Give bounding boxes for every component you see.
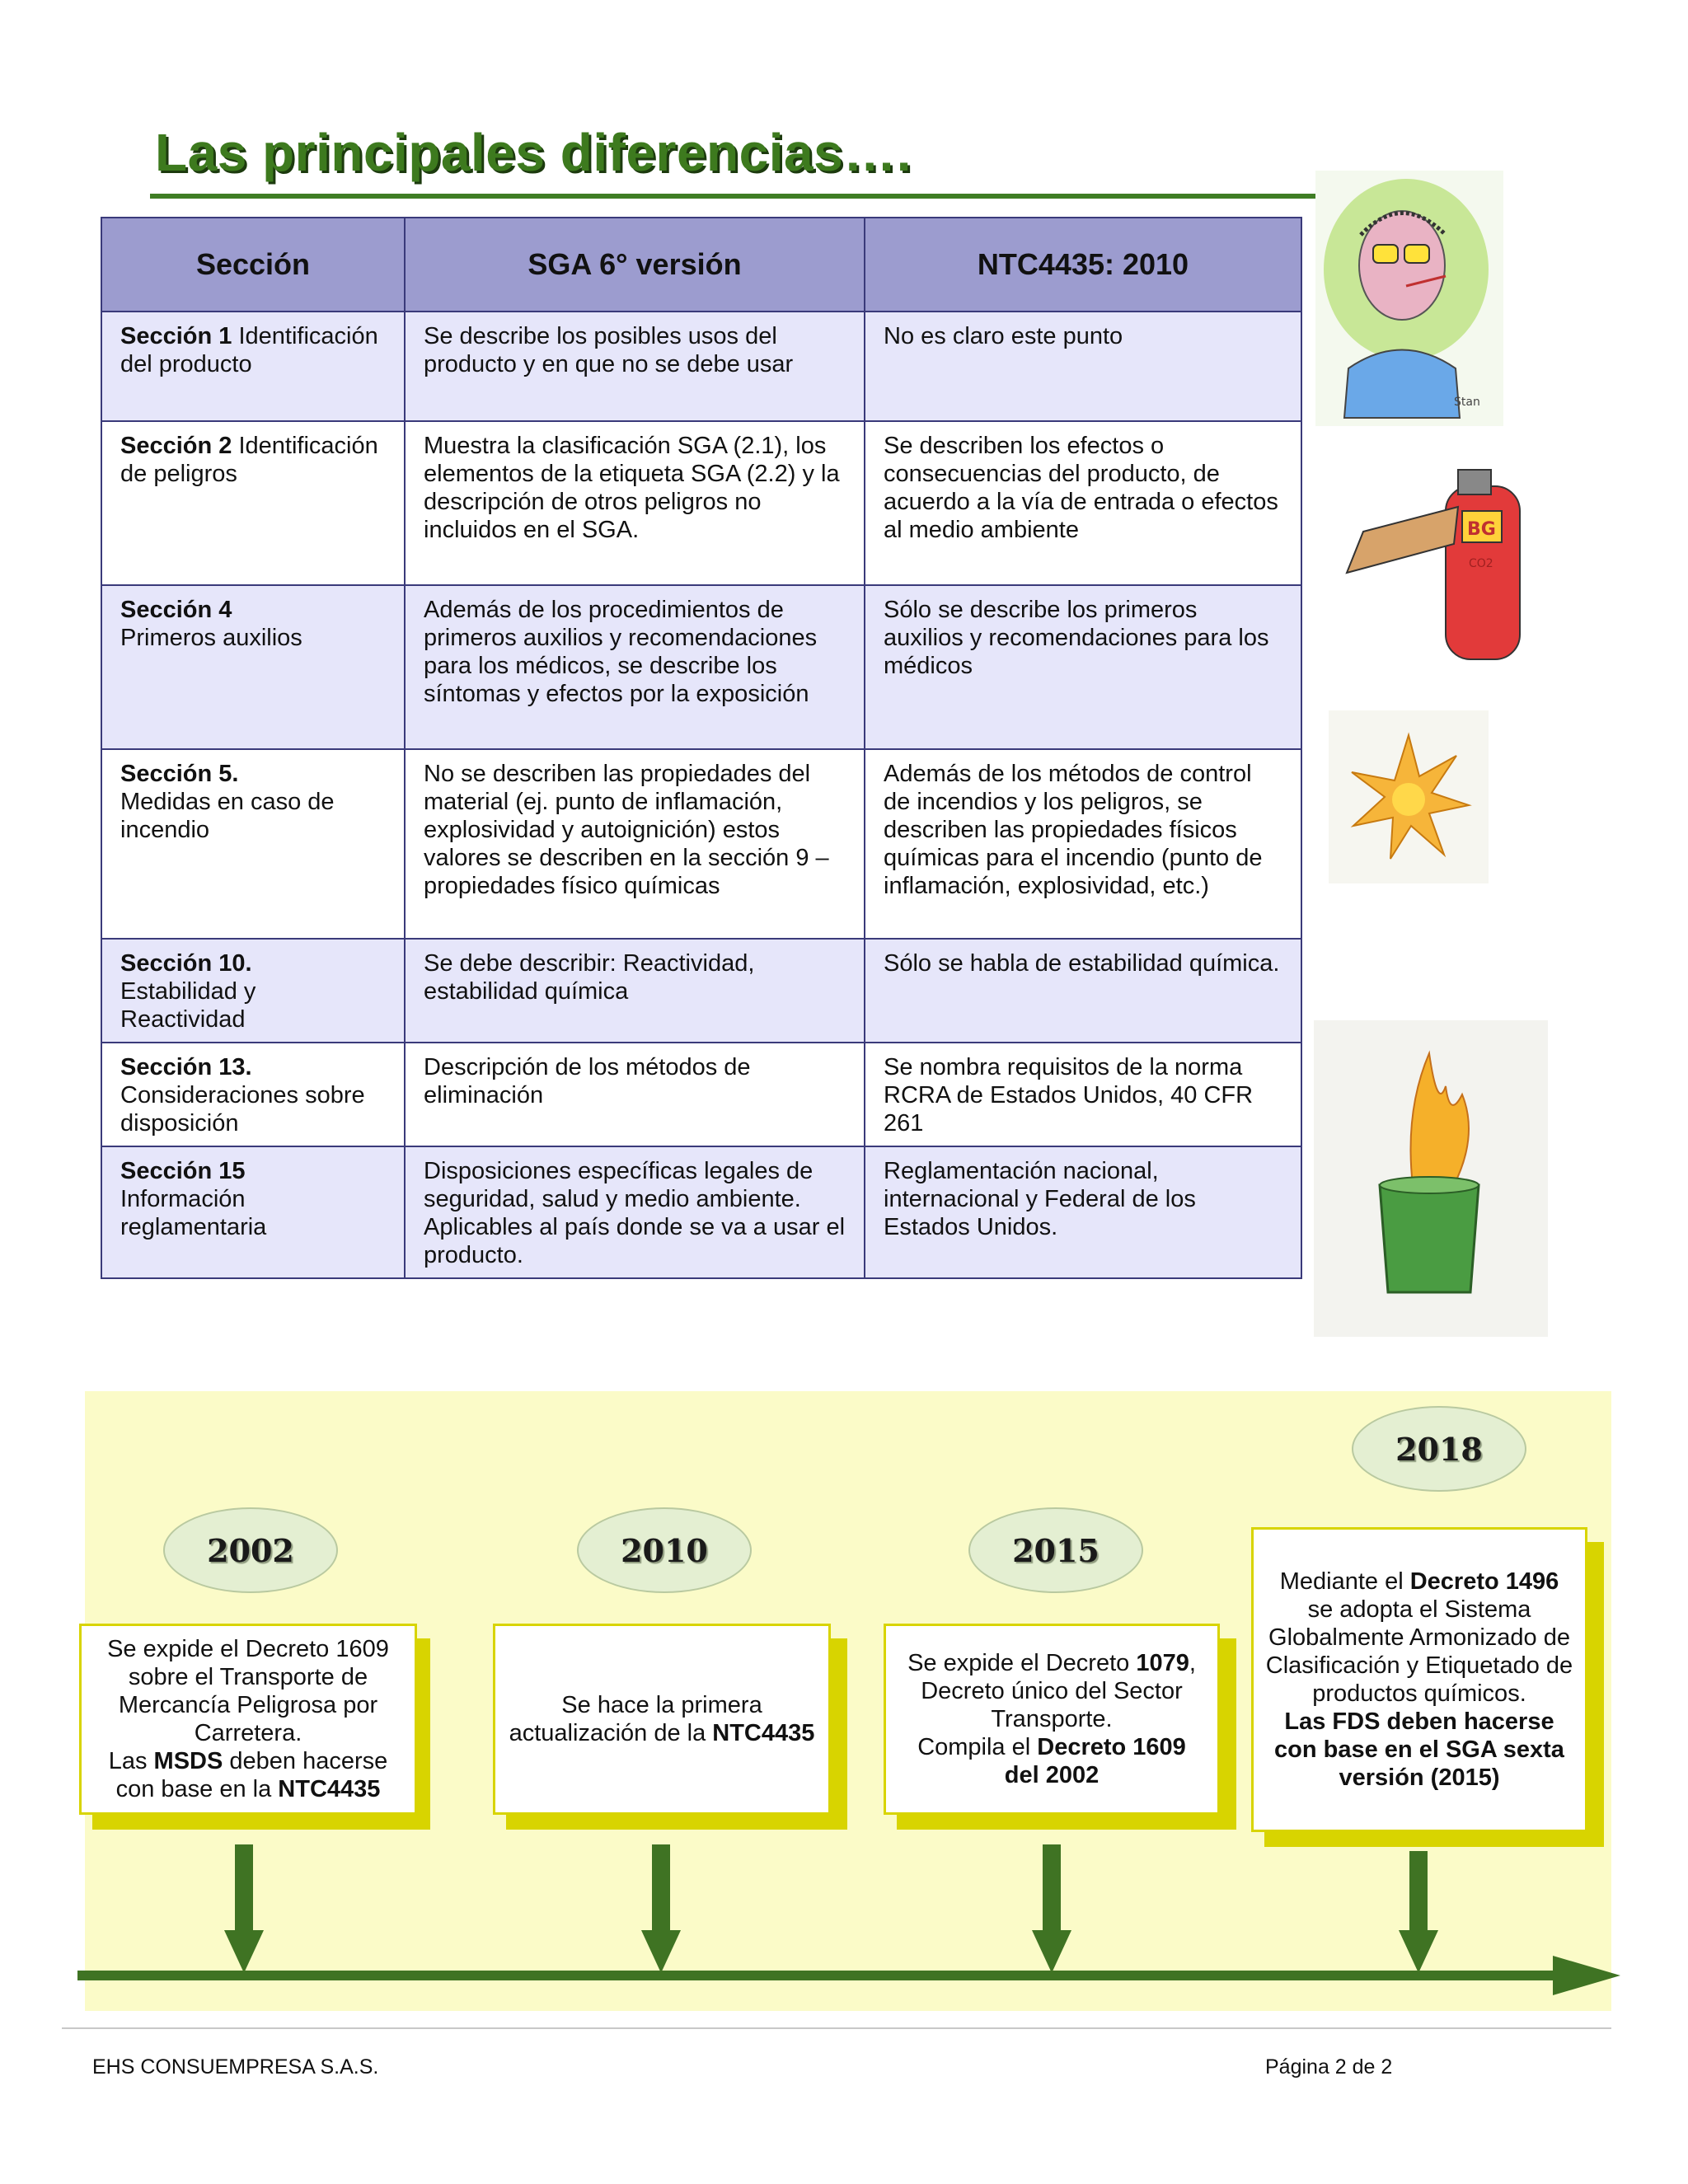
ntc-cell: No es claro este punto xyxy=(865,312,1301,421)
event-box-2010 xyxy=(493,1624,831,1815)
section-cell xyxy=(101,749,405,939)
section-name: Identificación del producto xyxy=(120,323,378,377)
section-number: Sección 13. xyxy=(120,1054,252,1080)
table-row xyxy=(101,939,1301,1043)
section-name: Información reglamentaria xyxy=(120,1186,267,1240)
illustration-signature: Stan xyxy=(1454,396,1480,409)
section-number: Sección 1 xyxy=(120,323,232,349)
arrow-down-2002 xyxy=(224,1844,264,1973)
event-box-2002 xyxy=(79,1624,417,1815)
event-2010-text: Se hace la primera actualización de la NTC4435 xyxy=(509,1692,815,1746)
section-name: Estabilidad y Reactividad xyxy=(120,978,256,1033)
section-name: Consideraciones sobre disposición xyxy=(120,1082,365,1137)
event-box-2015 xyxy=(884,1624,1220,1815)
arrow-down-2010 xyxy=(641,1844,681,1973)
burning-beaker-illustration xyxy=(1314,1020,1548,1337)
footer-page-number: Página 2 de 2 xyxy=(1265,2055,1393,2079)
table-row xyxy=(101,1146,1301,1278)
table-header-row xyxy=(101,218,1301,312)
event-box-2018 xyxy=(1251,1527,1587,1832)
section-name: Primeros auxilios xyxy=(120,625,302,651)
section-cell xyxy=(101,421,405,585)
year-2018-badge: 2018 xyxy=(1352,1406,1526,1492)
header-sga: SGA 6° versión xyxy=(405,218,865,312)
table-row xyxy=(101,312,1301,421)
timeline-axis-arrow xyxy=(77,1956,1620,1995)
ntc-cell: Además de los métodos de control de incendios y los peligros, se describen las propiedades físicos químicas para el incendio (punto de inflamación, explosividad, etc.) xyxy=(865,749,1301,939)
comparison-table xyxy=(101,217,1302,1279)
section-cell xyxy=(101,585,405,749)
event-2015-text: Se expide el Decreto 1079, Decreto único del Sector Transporte. Compila el Decreto 1609 del 2002 xyxy=(907,1650,1196,1788)
ntc-cell: Se nombra requisitos de la norma RCRA de Estados Unidos, 40 CFR 261 xyxy=(865,1043,1301,1146)
ntc-cell: Sólo se habla de estabilidad química. xyxy=(865,939,1301,1043)
sga-cell: Muestra la clasificación SGA (2.1), los elementos de la etiqueta SGA (2.2) y la descripción de otros peligros no incluidos en el SGA. xyxy=(405,421,865,585)
ntc-cell: Sólo se describe los primeros auxilios y recomendaciones para los médicos xyxy=(865,585,1301,749)
extinguisher-sublabel: CO2 xyxy=(1469,557,1493,570)
table-row xyxy=(101,585,1301,749)
header-seccion: Sección xyxy=(101,218,405,312)
event-2018-text: Mediante el Decreto 1496 se adopta el Sistema Globalmente Armonizado de Clasificación y Etiquetado de productos químicos. Las FDS deben hacerse con base en el SGA sexta versión (2015) xyxy=(1265,1568,1573,1791)
footer-divider xyxy=(62,2027,1611,2029)
sga-cell: Se debe describir: Reactividad, estabilidad química xyxy=(405,939,865,1043)
extinguisher-label: BG xyxy=(1467,519,1496,540)
year-2002-badge: 2002 xyxy=(163,1507,338,1593)
section-cell xyxy=(101,939,405,1043)
section-cell xyxy=(101,1043,405,1146)
section-number: Sección 5. xyxy=(120,761,239,787)
sga-cell: Disposiciones específicas legales de seguridad, salud y medio ambiente. Aplicables al país donde se va a usar el producto. xyxy=(405,1146,865,1278)
table-row xyxy=(101,421,1301,585)
section-number: Sección 15 xyxy=(120,1158,246,1184)
sga-cell: Se describe los posibles usos del producto y en que no se debe usar xyxy=(405,312,865,421)
header-ntc: NTC4435: 2010 xyxy=(865,218,1301,312)
arrow-down-2018 xyxy=(1399,1851,1438,1973)
table-row xyxy=(101,1043,1301,1146)
fire-extinguisher-illustration xyxy=(1314,449,1554,665)
explosion-illustration xyxy=(1329,710,1489,883)
section-number: Sección 2 xyxy=(120,433,232,459)
section-cell xyxy=(101,1146,405,1278)
footer-company: EHS CONSUEMPRESA S.A.S. xyxy=(92,2055,379,2079)
page-title: Las principales diferencias…. xyxy=(155,123,912,182)
arrow-down-2015 xyxy=(1032,1844,1071,1973)
title-underline xyxy=(150,194,1362,199)
sga-cell: Descripción de los métodos de eliminación xyxy=(405,1043,865,1146)
section-number: Sección 10. xyxy=(120,950,252,977)
table-row xyxy=(101,749,1301,939)
section-name: Identificación de peligros xyxy=(120,433,378,487)
section-name: Medidas en caso de incendio xyxy=(120,789,335,843)
year-2015-badge: 2015 xyxy=(968,1507,1143,1593)
year-2010-badge: 2010 xyxy=(577,1507,752,1593)
sga-cell: Además de los procedimientos de primeros auxilios y recomendaciones para los médicos, se describe los síntomas y efectos por la exposición xyxy=(405,585,865,749)
ntc-cell: Se describen los efectos o consecuencias del producto, de acuerdo a la vía de entrada o efectos al medio ambiente xyxy=(865,421,1301,585)
event-2002-text: Se expide el Decreto 1609 sobre el Transporte de Mercancía Peligrosa por Carretera. Las MSDS deben hacerse con base en la NTC4435 xyxy=(107,1636,389,1802)
section-cell xyxy=(101,312,405,421)
ntc-cell: Reglamentación nacional, internacional y Federal de los Estados Unidos. xyxy=(865,1146,1301,1278)
sga-cell: No se describen las propiedades del material (ej. punto de inflamación, explosividad y autoignición) estos valores se describen en la sección 9 – propiedades físico químicas xyxy=(405,749,865,939)
section-number: Sección 4 xyxy=(120,597,232,623)
sick-person-illustration xyxy=(1315,171,1503,426)
